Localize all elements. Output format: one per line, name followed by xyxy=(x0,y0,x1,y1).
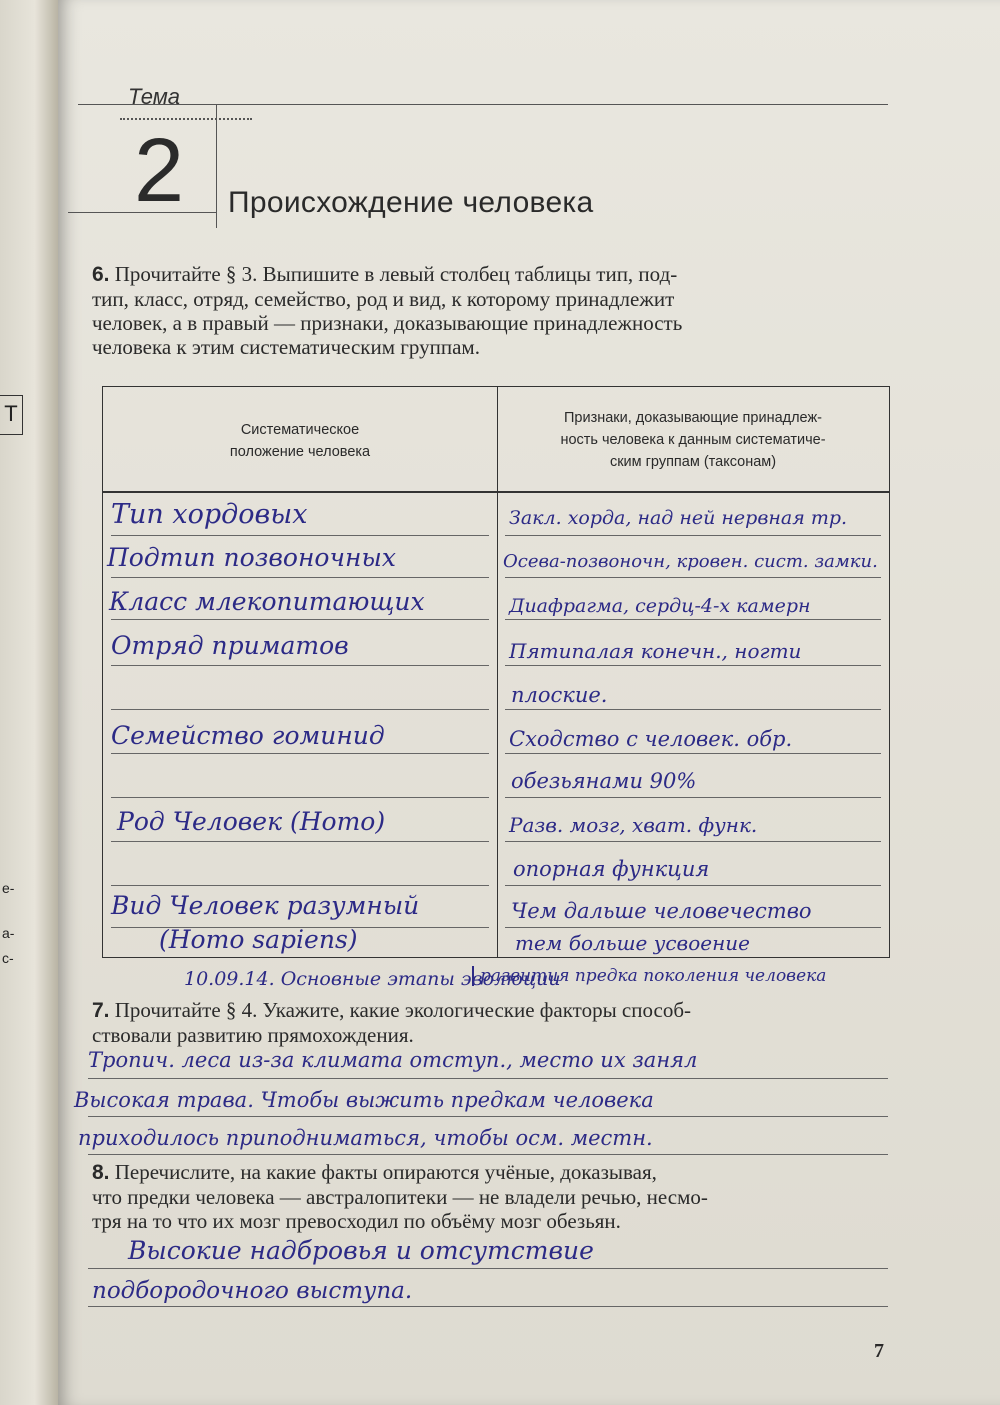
answer-line xyxy=(88,1078,888,1079)
handwritten-entry: тем больше усвоение xyxy=(515,931,750,955)
task-number: 7. xyxy=(92,999,110,1022)
header-divider xyxy=(103,491,889,493)
task-7-text xyxy=(92,998,691,1047)
handwritten-entry: Тип хордовых xyxy=(111,499,308,530)
handwritten-entry: обезьянами 90% xyxy=(511,769,697,793)
row-line xyxy=(111,619,489,620)
row-line xyxy=(505,753,881,754)
row-line xyxy=(505,927,881,928)
theme-underline xyxy=(68,212,216,213)
row-line xyxy=(111,709,489,710)
left-page-edge xyxy=(0,0,58,1405)
task-line: тип, класс, отряд, семейство, род и вид, к которому принадлежит xyxy=(92,287,675,311)
row-line xyxy=(505,797,881,798)
handwritten-answer: Высокие надбровья и отсутствие xyxy=(128,1236,594,1265)
header-rule xyxy=(78,104,888,105)
handwritten-entry: опорная функция xyxy=(513,857,710,881)
answer-line xyxy=(88,1306,888,1307)
theme-label: Тема xyxy=(128,84,181,109)
handwritten-answer: подбородочного выступа. xyxy=(92,1278,413,1304)
handwritten-answer: Высокая трава. Чтобы выжить предкам человека xyxy=(74,1088,654,1112)
margin-fragment: а- xyxy=(2,925,15,941)
theme-divider xyxy=(216,104,217,228)
row-line xyxy=(111,885,489,886)
row-line xyxy=(111,665,489,666)
handwritten-entry: Отряд приматов xyxy=(111,631,349,660)
handwritten-answer: Тропич. леса из-за климата отступ., место их занял xyxy=(88,1048,698,1072)
column-header-left: Систематическое положение человека xyxy=(229,422,371,460)
handwritten-entry: Семейство гоминид xyxy=(111,721,385,750)
handwritten-entry: Пятипалая конечн., ногти xyxy=(509,639,802,663)
page-number: 7 xyxy=(874,1340,884,1362)
answer-line xyxy=(88,1268,888,1269)
row-line xyxy=(111,577,489,578)
task-8-text xyxy=(92,1160,708,1233)
margin-fragment: е- xyxy=(2,880,15,896)
workbook-page xyxy=(58,0,1000,1405)
handwritten-entry: Вид Человек разумный xyxy=(111,891,420,920)
page-title: Происхождение человека xyxy=(228,186,594,219)
task-line: тря на то что их мозг превосходил по объёму мозг обезьян. xyxy=(92,1209,621,1233)
answer-line xyxy=(88,1116,888,1117)
task-number: 8. xyxy=(92,1161,110,1184)
handwritten-entry: Закл. хорда, над ней нервная тр. xyxy=(509,507,848,529)
task-line: Прочитайте § 4. Укажите, какие экологические факторы способ- xyxy=(114,998,692,1022)
handwritten-entry: Подтип позвоночных xyxy=(107,543,396,572)
handwritten-entry: (Homo sapiens) xyxy=(159,925,358,954)
handwritten-entry: плоские. xyxy=(511,683,608,707)
row-line xyxy=(111,753,489,754)
row-line xyxy=(111,797,489,798)
handwritten-entry: Диафрагма, сердц-4-х камерн xyxy=(509,595,811,617)
handwritten-entry: Чем дальше человечество xyxy=(511,899,812,923)
task-line: что предки человека — австралопитеки — не владели речью, несмо- xyxy=(92,1185,708,1209)
row-line xyxy=(111,841,489,842)
row-line xyxy=(505,535,881,536)
theme-number: 2 xyxy=(134,121,185,221)
task-line: человека к этим систематическим группам. xyxy=(92,335,480,359)
handwritten-date-note: 10.09.14. Основные этапы эволюции xyxy=(184,968,561,990)
handwritten-entry: Сходство с человек. обр. xyxy=(509,727,793,751)
row-line xyxy=(505,709,881,710)
row-line xyxy=(505,665,881,666)
row-line xyxy=(505,619,881,620)
column-header-right: Признаки, доказывающие принадлеж- ность человека к данным систематиче- ским группам (таксонам) xyxy=(560,410,826,470)
margin-box: Т xyxy=(0,395,23,435)
theme-dotted-line xyxy=(120,118,252,120)
task-line: Перечислите, на какие факты опираются учёные, доказывая, xyxy=(114,1160,657,1184)
margin-fragment: с- xyxy=(2,950,14,966)
row-line xyxy=(505,885,881,886)
handwritten-entry: Класс млекопитающих xyxy=(109,587,425,616)
handwritten-answer: приходилось приподниматься, чтобы осм. местн. xyxy=(78,1126,653,1150)
column-divider xyxy=(497,387,498,957)
answer-line xyxy=(88,1154,888,1155)
handwritten-entry: Разв. мозг, хват. функ. xyxy=(509,813,758,837)
task-6-text xyxy=(92,262,682,359)
task-line: человек, а в правый — признаки, доказывающие принадлежность xyxy=(92,311,683,335)
row-line xyxy=(505,841,881,842)
handwritten-entry: Род Человек (Homo) xyxy=(117,807,386,836)
row-line xyxy=(505,577,881,578)
task-line: ствовали развитию прямохождения. xyxy=(92,1023,414,1047)
task-number: 6. xyxy=(92,263,110,286)
classification-table xyxy=(102,386,890,958)
row-line xyxy=(111,535,489,536)
task-line: Прочитайте § 3. Выпишите в левый столбец таблицы тип, под- xyxy=(114,262,678,286)
handwritten-entry: Осева-позвоночн, кровен. сист. замки. xyxy=(503,551,878,572)
handwritten-bracket-note: развития предка поколения человека xyxy=(472,966,880,986)
